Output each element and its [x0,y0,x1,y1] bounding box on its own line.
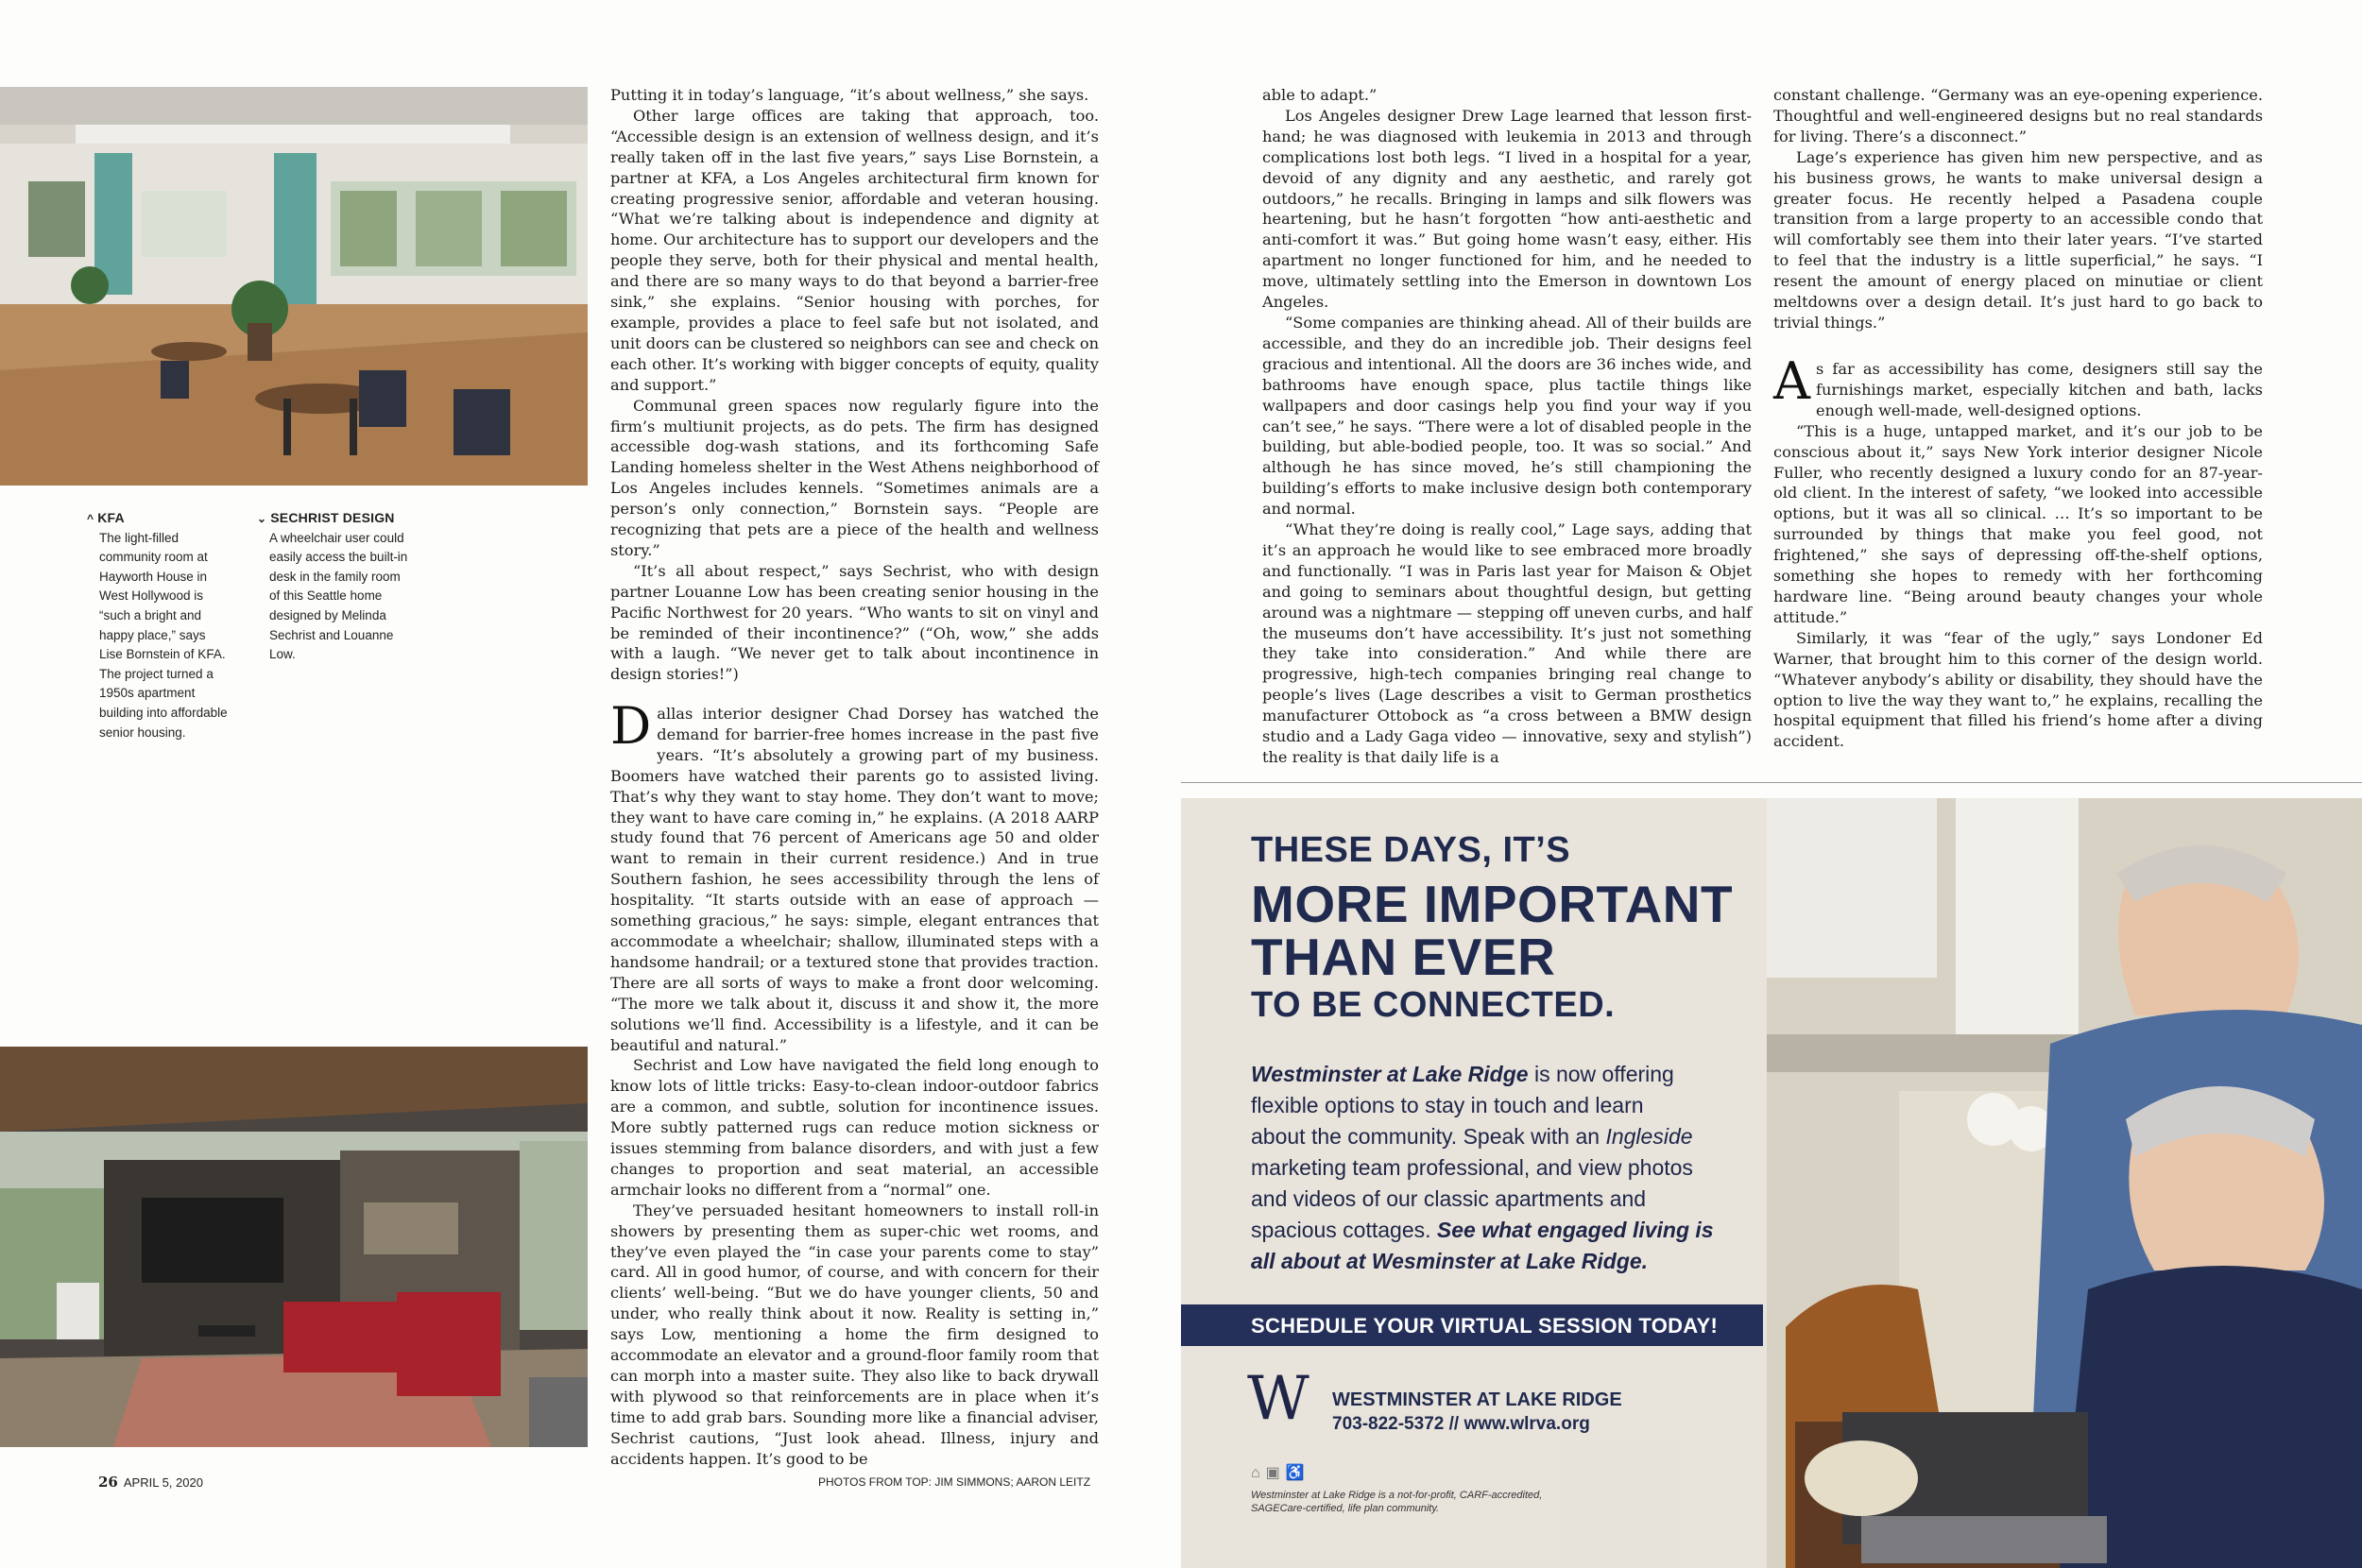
logo-letter: W [1247,1364,1309,1434]
equal-housing-icon: ⌂ [1251,1465,1266,1481]
chevron-up-icon: ^ [87,512,94,525]
article-column-1b [610,696,1099,1470]
caption-sechrist [257,508,413,665]
issue-date: APRIL 5, 2020 [123,1475,203,1490]
ad-fineprint-2: SAGECare-certified, life plan community. [1251,1503,1440,1514]
article-paragraph: “What they’re doing is really cool,” Lage says, adding that it’s an approach he would like to see embraced more broadly and functionally. “I was in Paris last year for Maison & Objet and going to seminars about thoughtful design, but getting around was a nightmare — stepping off uneven curbs, and half the museums don’t have accessibility. It’s just not something they take into consideration.” And while there are progressive, high-tech companies bringing real change to people’s lives (Lage describes a visit to German prosthetics manufacturer Ottobock as “a cross between a BMW design studio and a Lady Gaga video — innovative, sexy and stylish”) the reality is that daily life is a [1262,520,1752,766]
ad-brand: WESTMINSTER AT LAKE RIDGE [1332,1389,1622,1410]
wheelchair-icon: ♿ [1285,1465,1310,1481]
ad-body [1251,1059,1714,1277]
westminster-logo-icon [1247,1364,1309,1434]
ad-body-line: all about at Wesminster at Lake Ridge. [1251,1249,1649,1273]
article-paragraph: constant challenge. “Germany was an eye-opening experience. Thoughtful and well-engineered designs but no real standards for living. There’s a disconnect.” [1773,86,2263,145]
article-column-2 [1262,85,1752,768]
article-paragraph: Putting it in today’s language, “it’s about wellness,” she says. [610,86,1089,104]
drop-cap: A [1773,351,1810,411]
article-paragraph: They’ve persuaded hesitant homeowners to install roll-in showers by presenting them as super-chic wet rooms, and they’ve even played the “in case your parents come to stay” card. All in good humor, of course, and with concern for their clients’ well-being. “But we do have younger clients, 50 and under, who really think about it now. Reality is setting in,” says Low, mentioning a home the firm designed to accommodate an elevator and a ground-floor family room that can morph into a master suite. They also like to back drywall with plywood so that reinforcements are in place when it’s time to add grab bars. Sounding more like a financial adviser, Sechrist cautions, “Just look ahead. Illness, injury and accidents happen. It’s good to be [610,1201,1099,1468]
ad-body-line: marketing team professional, and view photos [1251,1155,1693,1180]
ad-fineprint-1: Westminster at Lake Ridge is a not-for-profit, CARF-accredited, [1251,1490,1543,1501]
article-paragraph: Other large offices are taking that approach, too. “Accessible design is an extension of wellness design, and it’s really taken off in the last five years,” says Lise Bornstein, a partner at KFA, a Los Angeles architectural firm known for creating progressive senior, affordable and veteran housing. “What we’re talking about is independence and dignity at home. Our architecture has to support our developers and the people they serve, both for their physical and mental health, and there are so many ways to do that beyond a barrier-free sink,” she explains. “Senior housing with porches, for example, provides a place to feel safe but not isolated, and unit doors can be clustered so neighbors can see and check on each other. It’s working with bigger concepts of equity, quality and support.” [610,106,1099,394]
article-paragraph: “Some companies are thinking ahead. All of their builds are accessible, and they do an incredible job. Their designs feel gracious and intentional. All the doors are 36 inches wide, and bathrooms have enough space, plus tactile things like wallpapers and door casings help you find your way if you can’t see,” he says. “There were a lot of disabled people in the building, but able-bodied people, too. It was so social.” And although he has since moved, he’s still championing the building’s efforts to make inclusive design both contemporary and normal. [1262,313,1752,519]
ad-contact: 703-822-5372 // www.wlrva.org [1332,1414,1590,1434]
article-paragraph: Los Angeles designer Drew Lage learned that lesson first-hand; he was diagnosed with leukemia in 2013 and through complications lost both legs. “I lived in a hospital for a year, devoid of any dignity and any aesthetic, and rarely got outdoors,” he recalls. Bringing in lamps and silk flowers was heartening, but he hasn’t forgotten “how anti-aesthetic and anti-comfort it was.” But going home wasn’t easy, either. His apartment no longer functioned for him, and he needed to move, ultimately settling into the Emerson in downtown Los Angeles. [1262,106,1752,312]
caption-kfa [87,508,229,742]
article-column-3 [1773,85,2263,333]
ad-divider [1181,782,2362,783]
ad-cta-text: SCHEDULE YOUR VIRTUAL SESSION TODAY! [1251,1314,1719,1338]
ad-headline-3: THAN EVER [1251,928,1556,986]
ad-headline-1: THESE DAYS, IT’S [1251,830,1571,870]
drop-cap: D [610,696,652,756]
article-paragraph: able to adapt.” [1262,86,1378,104]
article-paragraph: As far as accessibility has come, designers still say the furnishings market, especially kitchen and bath, lacks enough well-made, well-designed options. [1773,351,2263,419]
sechrist-family-room-photo [0,1047,588,1447]
article-paragraph: “This is a huge, untapped market, and it’s our job to be conscious about it,” says New York interior designer Nicole Fuller, who recently designed a luxury condo for an 87-year-old client. In the interest of safety, “we looked into accessible options, but it was all so clinical. … It’s so important to be surrounded by things that make you feel good, not frightened,” she says of depressing off-the-shelf options, something she hopes to remedy with her forthcoming hardware line. “Being around beauty changes your whole attitude.” [1773,421,2263,626]
ad-body-line: Westminster at Lake Ridge is now offering [1251,1062,1674,1086]
ad-body-line: flexible options to stay in touch and learn [1251,1093,1644,1117]
ad-body-line: and videos of our classic apartments and [1251,1186,1647,1211]
article-column-1 [610,85,1099,685]
article-column-3b [1773,351,2263,752]
article-paragraph: Sechrist and Low have navigated the field long enough to know lots of little tricks: Easy-to-clean indoor-outdoor fabrics are a common, and subtle, solution for incontinence issues. More subtly patterned rugs can reduce motion sickness or issues stemming from balance disorders, and with just a few changes to proportion and seat material, an accessible armchair looks no different from a “normal” one. [610,1056,1099,1199]
ad-body-line: about the community. Speak with an Ingleside [1251,1124,1693,1149]
ad-body-line: spacious cottages. See what engaged living is [1251,1218,1714,1242]
caption-kfa-text: The light-filled community room at Hayworth House in West Hollywood is “such a bright and happy place,” says Lise Bornstein of KFA. The project turned a 1950s apartment building into affordable senior housing. [99,530,228,740]
article-paragraph: Lage’s experience has given him new perspective, and as his business grows, he wants to make universal design a greater focus. He recently helped a Pasadena couple transition from a large property to an accessible condo that will comfortably see them into their later years. “I’ve started to feel that the industry is a little superficial,” he says. “I resent the amount of energy placed on minutiae or client meltdowns over a design detail. It’s just hard to go back to trivial things.” [1773,147,2263,332]
ad-headline-2: MORE IMPORTANT [1251,875,1734,933]
caption-sechrist-heading: SECHRIST DESIGN [270,510,395,525]
ad-accreditation-icons [1251,1463,1310,1482]
chevron-down-icon: ⌄ [257,512,267,525]
advertisement [1181,798,2362,1568]
caption-sechrist-text: A wheelchair user could easily access the built-in desk in the family room of this Seattle home designed by Melinda Sechrist and Louanne Low. [269,530,408,662]
kfa-community-room-photo [0,87,588,486]
folio [98,1474,203,1491]
page-number: 26 [98,1474,118,1491]
caption-kfa-heading: KFA [97,510,125,525]
article-paragraph: Similarly, it was “fear of the ugly,” says Londoner Ed Warner, that brought him to this corner of the design world. “Whatever anybody’s ability or disability, they should have the option to live the way they want to,” he explains, recalling the hospital equipment that filled his friend’s home after a diving accident. [1773,628,2263,751]
photo-credit: PHOTOS FROM TOP: JIM SIMMONS; AARON LEITZ [818,1475,1091,1489]
ad-headline-4: TO BE CONNECTED. [1251,985,1616,1025]
article-paragraph: Communal green spaces now regularly figure into the firm’s multiunit projects, as do pets. The firm has designed accessible dog-wash stations, and its forthcoming Safe Landing homeless shelter in the West Athens neighborhood of Los Angeles includes kennels. “Sometimes animals are a person’s only connection,” Bornstein says. “People are recognizing that pets are a piece of the health and wellness story.” [610,396,1099,559]
article-paragraph: Dallas interior designer Chad Dorsey has watched the demand for barrier-free homes increase in the past five years. “It’s absolutely a growing part of my business. Boomers have watched their parents go to assisted living. That’s why they want to stay home. They don’t want to move; they want to have care coming in,” he explains. (A 2018 AARP study found that 76 percent of Americans age 50 and older want to remain in their current residence.) And in true Southern fashion, he sees accessibility through the lens of hospitality. “It starts outside with an ease of approach — something gracious,” he says: simple, elegant entrances that accommodate a wheelchair; shallow, illuminated steps with a handsome handrail; or a textured stone that provides traction. There are all sorts of ways to make a front door welcoming. “The more we talk about it, discuss it and show it, the more solutions we’ll find. Accessibility is a lifestyle, and it can be beautiful and natural.” [610,696,1099,1054]
article-paragraph: “It’s all about respect,” says Sechrist, who with design partner Louanne Low has been creating senior housing in the Pacific Northwest for 20 years. “Who wants to sit on vinyl and be reminded of their incontinence?” (“Oh, wow,” she adds with a laugh. “We never get to talk about incontinence in design stories!”) [610,561,1099,684]
accreditation-icon: ▣ [1265,1465,1286,1481]
